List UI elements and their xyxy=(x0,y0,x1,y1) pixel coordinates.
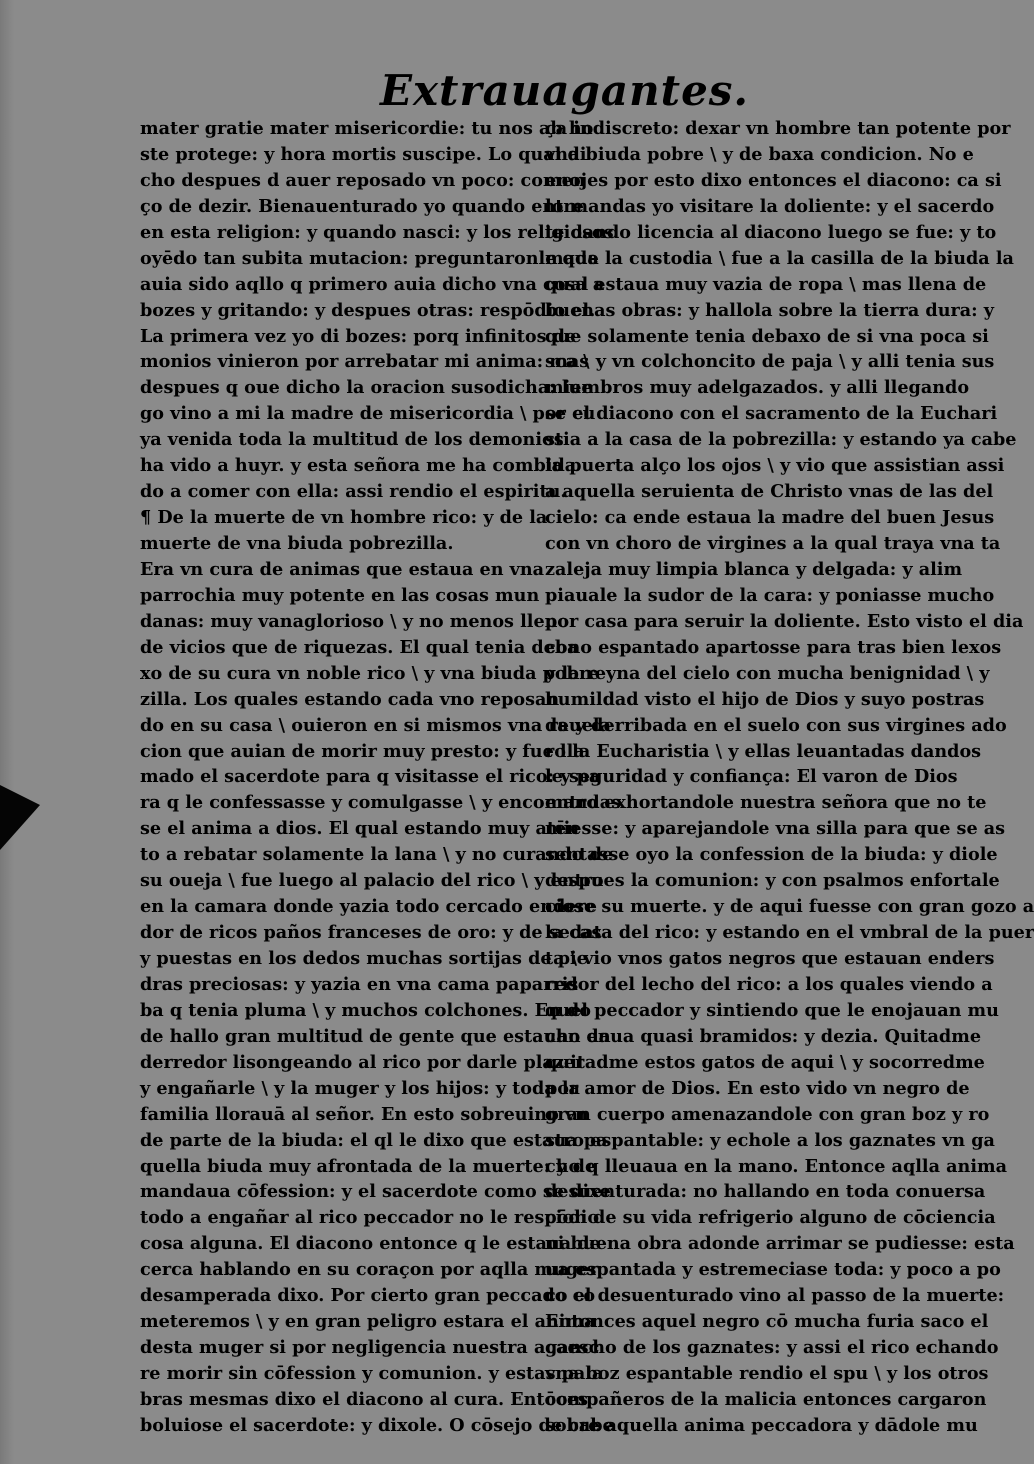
text-line: ço de dezir. Bienauenturado yo quando entre xyxy=(140,195,584,217)
text-line: mandaua cōfession: y el sacerdote como se dixe xyxy=(140,1181,611,1203)
text-line: con vn choro de virgines a la qual traya vna ta xyxy=(545,533,1001,554)
text-line: do a comer con ella: assi rendio el espiritu. xyxy=(140,481,567,503)
text-line: quella biuda muy afrontada de la muerte: y de xyxy=(140,1155,597,1177)
text-line: despues q oue dicho la oracion susodicha: lue xyxy=(140,377,593,399)
text-line: despues la comunion: y con psalmos enfortale xyxy=(545,870,1000,892)
text-line: oyēdo tan subita mutacion: preguntaronle que xyxy=(140,247,599,269)
text-line: quel peccador y sintiendo que le enojauan mu xyxy=(545,999,999,1021)
page-edge xyxy=(0,0,14,1464)
text-line: y la reyna del cielo con mucha benignidad \ y xyxy=(545,662,990,684)
text-line: derredor lisongeando al rico por darle plazer xyxy=(140,1051,585,1073)
text-line: La primera vez yo di bozes: porq infinitos de xyxy=(140,325,577,347)
text-line: dras preciosas: y yazia en vna cama paparris xyxy=(140,973,579,995)
text-line: Era vn cura de animas que estaua en vna xyxy=(140,558,545,580)
text-line: desuenturada: no hallando en toda conuersa xyxy=(545,1181,986,1203)
text-line: co el desuenturado vino al passo de la muerte: xyxy=(545,1285,1005,1307)
text-line: cion de su vida refrigerio alguno de cōciencia xyxy=(545,1207,996,1229)
text-line: cono espantado apartosse para tras bien lexos xyxy=(545,636,1002,658)
text-line: ro la Eucharistia \ y ellas leuantadas dandos xyxy=(545,740,982,762)
text-line: desamperada dixo. Por cierto gran peccado co xyxy=(140,1285,596,1307)
text-line: xo de su cura vn noble rico \ y vna biuda pobre xyxy=(140,662,600,684)
text-line: da y derribada en el suelo con sus virgines ado xyxy=(545,714,1007,736)
text-line: ba q tenia pluma \ y muchos colchones. En do xyxy=(140,999,591,1021)
text-line: Entonces aquel negro cō mucha furia saco el xyxy=(545,1311,989,1333)
text-line: mada la custodia \ fue a la casilla de la biuda la xyxy=(545,247,1014,269)
text-line: gancho de los gaznates: y assi el rico echando xyxy=(545,1337,999,1359)
text-line: la puerta alço los ojos \ y vio que assistian assi xyxy=(545,455,1005,477)
text-line: miesse: y aparejandole vna silla para que se as xyxy=(545,818,1006,840)
text-line: sobre aquella anima peccadora y dādole mu xyxy=(545,1414,978,1436)
text-line: ha vido a huyr. y esta señora me ha combida xyxy=(140,455,577,477)
running-head: Extrauagantes. xyxy=(380,66,750,115)
text-line: parrochia muy potente en las cosas mun xyxy=(140,584,540,606)
text-line: gran cuerpo amenazandole con gran boz y ro xyxy=(545,1103,990,1125)
text-line: miembros muy adelgazados. y alli llegando xyxy=(545,377,970,399)
text-line: de vicios que de riquezas. El qual tenia deba xyxy=(140,636,579,658)
text-line: bozes y gritando: y despues otras: respōdio el. xyxy=(140,299,596,321)
text-line: lo mandas yo visitare la doliente: y el sacerdo xyxy=(545,195,995,217)
text-line: mado el sacerdote para q visitasse el rico: y pa xyxy=(140,766,601,788)
text-line: ya venida toda la multitud de los demonios xyxy=(140,429,564,451)
text-line: entro exhortandole nuestra señora que no te xyxy=(545,792,987,814)
text-line: ste protege: y hora mortis suscipe. Lo qual di xyxy=(140,143,587,165)
text-line: quitadme estos gatos de aqui \ y socorredme xyxy=(545,1051,985,1073)
text-line: ra q le confessasse y comulgasse \ y encomandas xyxy=(140,792,622,814)
text-line: y engañarle \ y la muger y los hijos: y toda la xyxy=(140,1077,580,1099)
text-line: ua espantada y estremeciase toda: y poco a po xyxy=(545,1259,1001,1281)
text-line: por amor de Dios. En esto vido vn negro de xyxy=(545,1077,970,1099)
text-line: cosa alguna. El diacono entonce q le estaua de xyxy=(140,1233,601,1255)
text-line: de hallo gran multitud de gente que estauan en xyxy=(140,1025,611,1047)
text-line: piauale la sudor de la cara: y poniasse mucho xyxy=(545,584,995,606)
text-line: a aquella seruienta de Christo vnas de las del xyxy=(545,481,994,503)
text-line: cerca hablando en su coraçon por aqlla muger xyxy=(140,1259,599,1281)
text-line: y puestas en los dedos muchas sortijas de pie xyxy=(140,948,588,969)
text-line: ¶ De la muerte de vn hombre rico: y de la xyxy=(140,507,548,529)
text-line: su oueja \ fue luego al palacio del rico \ y entro xyxy=(140,870,604,892)
text-line: dor de ricos paños franceses de oro: y de sedat xyxy=(140,922,602,944)
text-line: to a rebatar solamente la lana \ y no curando de xyxy=(140,844,614,866)
text-line: ciose su muerte. y de aqui fuesse con gran gozo a xyxy=(545,896,1034,918)
text-line: bras mesmas dixo el diacono al cura. Entōces xyxy=(140,1388,589,1410)
text-line: muerte de vna biuda pobrezilla. xyxy=(140,533,454,554)
ink-blot xyxy=(0,785,40,850)
text-line: que solamente tenia debaxo de si vna poca si xyxy=(545,325,989,347)
text-line: go vino a mi la madre de misericordia \ por cu xyxy=(140,403,596,425)
left-text-column xyxy=(140,116,622,1439)
text-line: meteremos \ y en gran peligro estara el anima xyxy=(140,1311,596,1333)
text-line: familia llorauā al señor. En esto sobreuino vn xyxy=(140,1103,588,1125)
text-line: vna boz espantable rendio el spu \ y los otros xyxy=(545,1363,989,1384)
right-text-column xyxy=(545,116,1034,1439)
text-line: cho daua quasi bramidos: y dezia. Quitadme xyxy=(545,1025,982,1047)
text-line: ta \ vio vnos gatos negros que estauan enders xyxy=(545,948,995,969)
text-line: ni buena obra adonde arrimar se pudiesse: esta xyxy=(545,1233,1015,1255)
text-line: ça indiscreto: dexar vn hombre tan potente por xyxy=(545,118,1011,139)
text-line: se el anima a dios. El qual estando muy atēn xyxy=(140,818,580,840)
text-line: re morir sin cōfession y comunion. y estas pala xyxy=(140,1363,604,1384)
text-line: de parte de la biuda: el ql le dixo que estaua pa xyxy=(140,1129,608,1151)
text-line: cielo: ca ende estaua la madre del buen Jesus xyxy=(545,507,995,529)
text-line: sca \ y vn colchoncito de paja \ y alli tenia sus xyxy=(545,351,995,373)
text-line: danas: muy vanaglorioso \ y no menos lleno xyxy=(140,610,570,632)
text-line: monios vinieron por arrebatar mi anima: mas xyxy=(140,351,590,373)
text-line: zilla. Los quales estando cada vno reposan xyxy=(140,688,560,710)
text-line: stia a la casa de la pobrezilla: y estando ya cabe xyxy=(545,429,1017,451)
text-line: enojes por esto dixo entonces el diacono: ca si xyxy=(545,169,1002,191)
text-line: vna biuda pobre \ y de baxa condicion. No e xyxy=(545,143,974,165)
text-line: cho q lleuaua en la mano. Entonce aqlla anima xyxy=(545,1155,1008,1177)
text-line: humildad visto el hijo de Dios y suyo postras xyxy=(545,688,985,710)
text-line: qual estaua muy vazia de ropa \ mas llena de xyxy=(545,273,987,295)
text-line: zaleja muy limpia blanca y delgada: y alim xyxy=(545,558,963,580)
text-line: cho despues d auer reposado vn poco: comen xyxy=(140,169,586,191)
text-line: boluiose el sacerdote: y dixole. O cōsejo de cabe xyxy=(140,1414,614,1436)
text-line: redor del lecho del rico: a los quales viendo a xyxy=(545,973,993,995)
text-line: mater gratie mater misericordie: tu nos ab ho xyxy=(140,118,594,139)
text-line: en la camara donde yazia todo cercado endere xyxy=(140,896,597,918)
text-line: en esta religion: y quando nasci: y los religiosos xyxy=(140,221,614,243)
text-line: por casa para seruir la doliente. Esto visto el dia xyxy=(545,610,1024,632)
text-line: do en su casa \ ouieron en si mismos vna reuela xyxy=(140,714,611,736)
text-line: auia sido aqllo q primero auia dicho vna cosa a xyxy=(140,273,605,295)
text-line: se el diacono con el sacramento de la Euchari xyxy=(545,403,998,425)
text-line: le seguridad y confiança: El varon de Dios xyxy=(545,766,958,788)
text-line: compañeros de la malicia entonces cargaron xyxy=(545,1388,987,1410)
text-line: cion que auian de morir muy presto: y fue lla xyxy=(140,740,585,762)
text-line: todo a engañar al rico peccador no le respōdio xyxy=(140,1207,600,1229)
text-line: sentasse oyo la confession de la biuda: y diole xyxy=(545,844,998,866)
text-line: la casa del rico: y estando en el vmbral de la puer xyxy=(545,922,1034,944)
text-line: stro espantable: y echole a los gaznates vn ga xyxy=(545,1129,995,1151)
text-line: te dando licencia al diacono luego se fue: y to xyxy=(545,221,997,243)
text-line: desta muger si por negligencia nuestra acaesc xyxy=(140,1337,600,1359)
text-line: buenas obras: y hallola sobre la tierra dura: y xyxy=(545,299,995,321)
